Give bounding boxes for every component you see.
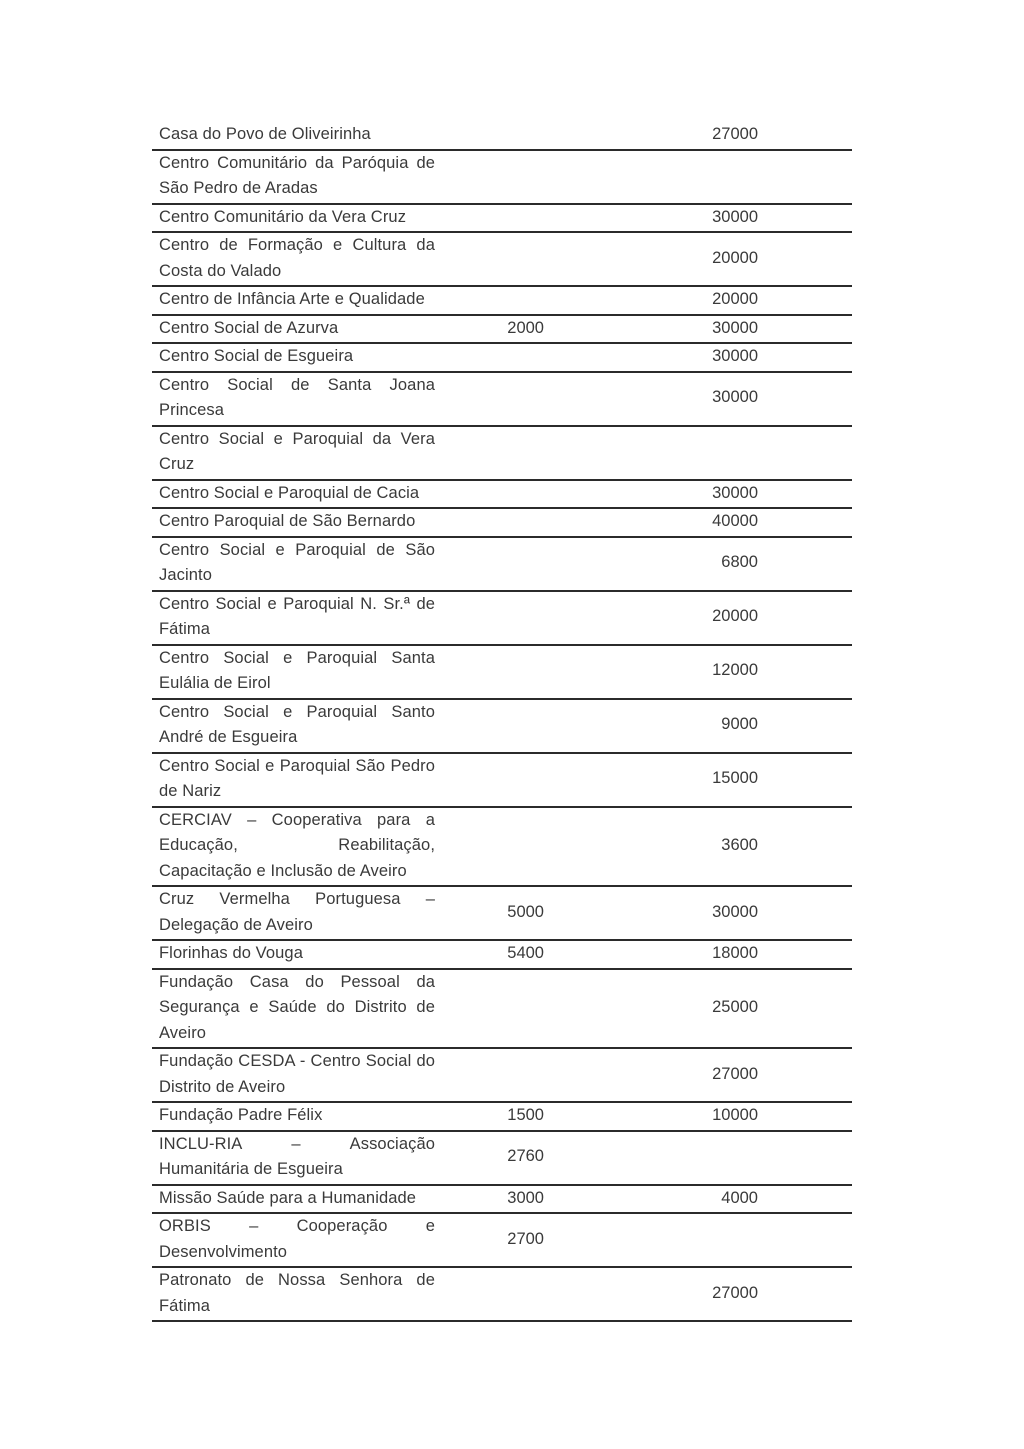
table-row: [152, 315, 852, 344]
amount-column-1: [442, 969, 672, 1049]
amount-column-2: 10000: [672, 1102, 852, 1131]
amount-column-2: 30000: [672, 343, 852, 372]
table-row: [152, 480, 852, 509]
amount-column-1: 2760: [442, 1131, 672, 1185]
table-row: [152, 286, 852, 315]
institution-name-cell: [152, 753, 442, 807]
institution-name-cell: [152, 1048, 442, 1102]
institution-name: Fundação CESDA - Centro Social do Distrito de Aveiro: [159, 1052, 435, 1096]
funding-table: [152, 122, 852, 1322]
table-row: [152, 372, 852, 426]
institution-name-cell: [152, 426, 442, 480]
institution-name: ORBIS – Cooperação e Desenvolvimento: [159, 1217, 435, 1261]
institution-name: Centro Social e Paroquial São Pedro de Nariz: [159, 756, 435, 800]
amount-column-2: 27000: [672, 1048, 852, 1102]
amount-column-2: 20000: [672, 591, 852, 645]
amount-column-2: 30000: [672, 204, 852, 233]
institution-name-cell: [152, 286, 442, 315]
amount-column-1: [442, 372, 672, 426]
amount-column-1: 3000: [442, 1185, 672, 1214]
amount-column-2: 30000: [672, 315, 852, 344]
amount-column-1: [442, 508, 672, 537]
table-row: [152, 807, 852, 887]
institution-name: Centro Paroquial de São Bernardo: [159, 512, 416, 530]
amount-column-2: 40000: [672, 508, 852, 537]
funding-table-body: [152, 122, 852, 1321]
institution-name-cell: [152, 204, 442, 233]
institution-name-cell: [152, 1267, 442, 1321]
table-row: [152, 150, 852, 204]
institution-name-cell: [152, 122, 442, 150]
institution-name-cell: [152, 1131, 442, 1185]
amount-column-1: [442, 753, 672, 807]
table-row: [152, 1131, 852, 1185]
institution-name-cell: [152, 591, 442, 645]
institution-name: Centro Social e Paroquial de Cacia: [159, 483, 420, 502]
amount-column-1: [442, 699, 672, 753]
amount-column-1: [442, 343, 672, 372]
table-row: [152, 343, 852, 372]
table-row: [152, 645, 852, 699]
amount-column-2: 30000: [672, 372, 852, 426]
amount-column-2: 4000: [672, 1185, 852, 1214]
institution-name: Fundação Padre Félix: [159, 1106, 323, 1124]
institution-name: Centro Social de Azurva: [159, 318, 339, 337]
institution-name-cell: [152, 508, 442, 537]
institution-name-cell: [152, 480, 442, 509]
amount-column-1: [442, 122, 672, 150]
table-row: [152, 232, 852, 286]
table-row: [152, 1102, 852, 1131]
amount-column-2: 9000: [672, 699, 852, 753]
institution-name: Centro Social e Paroquial Santo André de Esgueira: [159, 702, 435, 746]
amount-column-1: [442, 150, 672, 204]
amount-column-2: 6800: [672, 537, 852, 591]
institution-name: Centro Comunitário da Paróquia de São Pedro de Aradas: [159, 153, 435, 197]
amount-column-2: 12000: [672, 645, 852, 699]
institution-name: Fundação Casa do Pessoal da Segurança e Saúde do Distrito de Aveiro: [159, 972, 435, 1042]
institution-name: Missão Saúde para a Humanidade: [159, 1188, 417, 1207]
institution-name-cell: [152, 1102, 442, 1131]
institution-name: Cruz Vermelha Portuguesa – Delegação de Aveiro: [159, 890, 435, 934]
amount-column-1: [442, 204, 672, 233]
table-row: [152, 537, 852, 591]
amount-column-1: 5400: [442, 940, 672, 969]
institution-name: Centro Social e Paroquial Santa Eulália de Eirol: [159, 648, 435, 692]
table-row: [152, 1185, 852, 1214]
institution-name: Centro Comunitário da Vera Cruz: [159, 207, 407, 226]
amount-column-1: 5000: [442, 886, 672, 940]
amount-column-2: [672, 426, 852, 480]
document-page: [152, 122, 852, 1322]
amount-column-2: 20000: [672, 232, 852, 286]
amount-column-2: 27000: [672, 1267, 852, 1321]
amount-column-2: 18000: [672, 940, 852, 969]
amount-column-2: 30000: [672, 886, 852, 940]
table-row: [152, 508, 852, 537]
amount-column-1: [442, 1267, 672, 1321]
amount-column-1: 2000: [442, 315, 672, 344]
institution-name-cell: [152, 969, 442, 1049]
amount-column-1: [442, 286, 672, 315]
institution-name-cell: [152, 645, 442, 699]
amount-column-1: 1500: [442, 1102, 672, 1131]
institution-name-cell: [152, 699, 442, 753]
table-row: [152, 122, 852, 150]
institution-name-cell: [152, 807, 442, 887]
amount-column-2: 30000: [672, 480, 852, 509]
table-row: [152, 1213, 852, 1267]
institution-name: Centro Social de Esgueira: [159, 347, 354, 365]
table-row: [152, 940, 852, 969]
institution-name: Florinhas do Vouga: [159, 944, 303, 962]
amount-column-1: [442, 426, 672, 480]
amount-column-1: [442, 480, 672, 509]
institution-name: Centro de Formação e Cultura da Costa do Valado: [159, 236, 435, 280]
institution-name: Centro Social e Paroquial de São Jacinto: [159, 540, 435, 584]
amount-column-1: [442, 591, 672, 645]
institution-name: Centro Social e Paroquial da Vera Cruz: [159, 429, 435, 473]
amount-column-2: 25000: [672, 969, 852, 1049]
amount-column-1: [442, 537, 672, 591]
institution-name-cell: [152, 886, 442, 940]
institution-name-cell: [152, 1213, 442, 1267]
amount-column-1: [442, 807, 672, 887]
institution-name-cell: [152, 1185, 442, 1214]
institution-name: Centro Social de Santa Joana Princesa: [159, 375, 435, 419]
institution-name-cell: [152, 372, 442, 426]
institution-name-cell: [152, 940, 442, 969]
table-row: [152, 1267, 852, 1321]
amount-column-1: 2700: [442, 1213, 672, 1267]
amount-column-2: [672, 150, 852, 204]
table-row: [152, 753, 852, 807]
table-row: [152, 699, 852, 753]
institution-name: Centro de Infância Arte e Qualidade: [159, 290, 425, 308]
institution-name: Casa do Povo de Oliveirinha: [159, 125, 371, 143]
amount-column-1: [442, 1048, 672, 1102]
institution-name-cell: [152, 315, 442, 344]
amount-column-2: 20000: [672, 286, 852, 315]
institution-name: CERCIAV – Cooperativa para a Educação, Reabilitação, Capacitação e Inclusão de Aveiro: [159, 810, 435, 880]
institution-name-cell: [152, 150, 442, 204]
institution-name: Patronato de Nossa Senhora de Fátima: [159, 1271, 435, 1315]
amount-column-1: [442, 645, 672, 699]
amount-column-2: 27000: [672, 122, 852, 150]
table-row: [152, 204, 852, 233]
amount-column-1: [442, 232, 672, 286]
institution-name: INCLU-RIA – Associação Humanitária de Esgueira: [159, 1134, 435, 1178]
table-row: [152, 1048, 852, 1102]
institution-name-cell: [152, 537, 442, 591]
amount-column-2: 15000: [672, 753, 852, 807]
table-row: [152, 886, 852, 940]
institution-name-cell: [152, 232, 442, 286]
amount-column-2: [672, 1213, 852, 1267]
institution-name-cell: [152, 343, 442, 372]
amount-column-2: 3600: [672, 807, 852, 887]
table-row: [152, 969, 852, 1049]
table-row: [152, 591, 852, 645]
table-row: [152, 426, 852, 480]
institution-name: Centro Social e Paroquial N. Sr.ª de Fátima: [159, 594, 435, 638]
amount-column-2: [672, 1131, 852, 1185]
